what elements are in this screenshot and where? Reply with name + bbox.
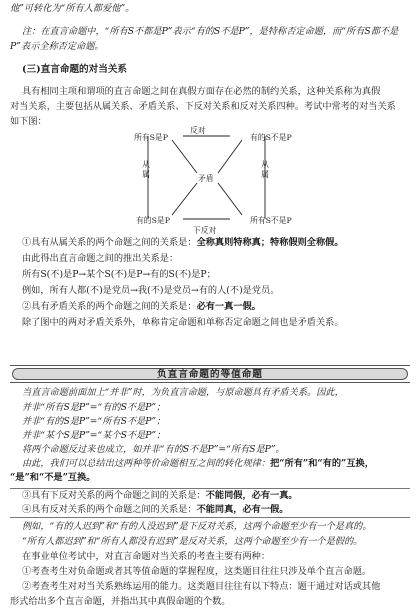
text-line: 具有相同主项和谓项的直言命题之间在真假方面存在必然的制约关系，这种关系称为真假 bbox=[22, 86, 381, 97]
rule-emphasis: 把“所有”和“有的”互换， bbox=[270, 458, 374, 469]
rule-text: 由此，我们可以总结出这两种等价命题相互之间的转化规律： bbox=[22, 458, 271, 469]
text-line: 除了图中的两对矛盾关系外，单称肯定命题和单称否定命题之间也是矛盾关系。 bbox=[22, 317, 344, 328]
text-line: 将两个命题反过来也成立，如并非“有的S不是P”=“所有S是P”。 bbox=[22, 444, 285, 455]
text-line: ①考查考生对负命题或者其等值命题的掌握程度，这类题目往往只涉及单个直言命题。 bbox=[22, 566, 372, 577]
label-subalternation: 从属 bbox=[142, 160, 150, 179]
rule-line bbox=[22, 503, 288, 516]
example-line: 例如，“有的人迟到”和“有的人没迟到”是下反对关系，这两个命题至少有一个是真的。 bbox=[22, 521, 372, 532]
text-line: 他”可转化为“所有人都爱他”。 bbox=[10, 3, 135, 14]
banner-title: 负直言命题的等值命题 bbox=[12, 368, 408, 380]
rule-emphasis: 全称真则特称真；特称假则全称假。 bbox=[196, 237, 344, 248]
diag-line bbox=[172, 140, 197, 173]
node-all-s-not-p: 所有S不是P bbox=[250, 216, 292, 225]
text-line: 当直言命题前面加上“并非”时，为负直言命题，与原命题具有矛盾关系。因此， bbox=[22, 387, 344, 398]
text-line: 形式给出多个直言命题，并指出其中真假命题的个数。 bbox=[10, 596, 231, 607]
example-line: 例如，所有人都(不)是党员→我(不)是党员→有的人(不)是党员。 bbox=[22, 285, 280, 296]
label-subalternation: 从属 bbox=[261, 160, 269, 179]
equivalence-line: 并非“所有S是P”=“有的S不是P”； bbox=[22, 402, 166, 413]
rule-line bbox=[22, 236, 344, 249]
equivalence-line: 并非“有的S是P”=“所有S不是P”； bbox=[22, 416, 166, 427]
rule-text: ③具有下反对关系的两个命题之间的关系是： bbox=[22, 490, 206, 501]
node-all-s-is-p: 所有S是P bbox=[134, 133, 168, 142]
text-line: 对当关系，主要包括从属关系、矛盾关系、下反对关系和反对关系四种。考试中常考的对当关系 bbox=[10, 101, 396, 112]
section-heading: (三)直言命题的对当关系 bbox=[22, 64, 128, 75]
section-banner bbox=[10, 365, 410, 383]
rule-text: ④具有反对关系的两个命题之间的关系是： bbox=[22, 504, 197, 515]
rule-line bbox=[22, 489, 298, 502]
note-line: P”表示全称否定命题。 bbox=[10, 41, 104, 52]
text-line: ②考查考生对对当关系熟练运用的能力。这类题目往往有以下特点：题干通过对话或其他 bbox=[22, 581, 381, 592]
rule-line bbox=[22, 300, 261, 313]
label-contrary: 反对 bbox=[190, 126, 206, 135]
rule-text: ②具有矛盾关系的两个命题之间的关系是： bbox=[22, 301, 197, 312]
text-line: 如下图： bbox=[10, 116, 47, 127]
node-some-s-not-p: 有的S不是P bbox=[250, 133, 292, 142]
diag-line bbox=[172, 183, 197, 215]
text-line: 所有S(不)是P→某个S(不)是P→有的S(不)是P； bbox=[22, 269, 216, 280]
diag-line bbox=[218, 140, 242, 173]
diag-line bbox=[218, 183, 242, 215]
text-line: 由此得出直言命题之间的推出关系是： bbox=[22, 253, 179, 264]
note-line: 注：在直言命题中，“所有S不都是P”表示“有的S不是P”，是特称否定命题，而“所有S都不是 bbox=[22, 26, 399, 37]
rule-emphasis: 不能同假，必有一真。 bbox=[205, 490, 298, 501]
rule-line bbox=[22, 457, 374, 470]
example-line: “所有人都迟到”和“所有人都没有迟到”是反对关系，这两个命题至少有一个是假的。 bbox=[22, 536, 363, 547]
label-contradiction: 矛盾 bbox=[198, 174, 214, 183]
node-some-s-is-p: 有的S是P bbox=[136, 216, 170, 225]
text-line: 在事业单位考试中，对直言命题对当关系的考查主要有两种： bbox=[22, 551, 271, 562]
equivalence-line: 并非“某个S是P”=“某个S不是P”； bbox=[22, 430, 166, 441]
rule-text: ①具有从属关系的两个命题之间的关系是： bbox=[22, 237, 197, 248]
rule-emphasis: 必有一真一假。 bbox=[196, 301, 261, 312]
rule-emphasis: 不能同真，必有一假。 bbox=[196, 504, 289, 515]
rule-emphasis: “是”和“不是”互换。 bbox=[10, 472, 96, 483]
label-subcontrary: 下反对 bbox=[193, 226, 217, 235]
